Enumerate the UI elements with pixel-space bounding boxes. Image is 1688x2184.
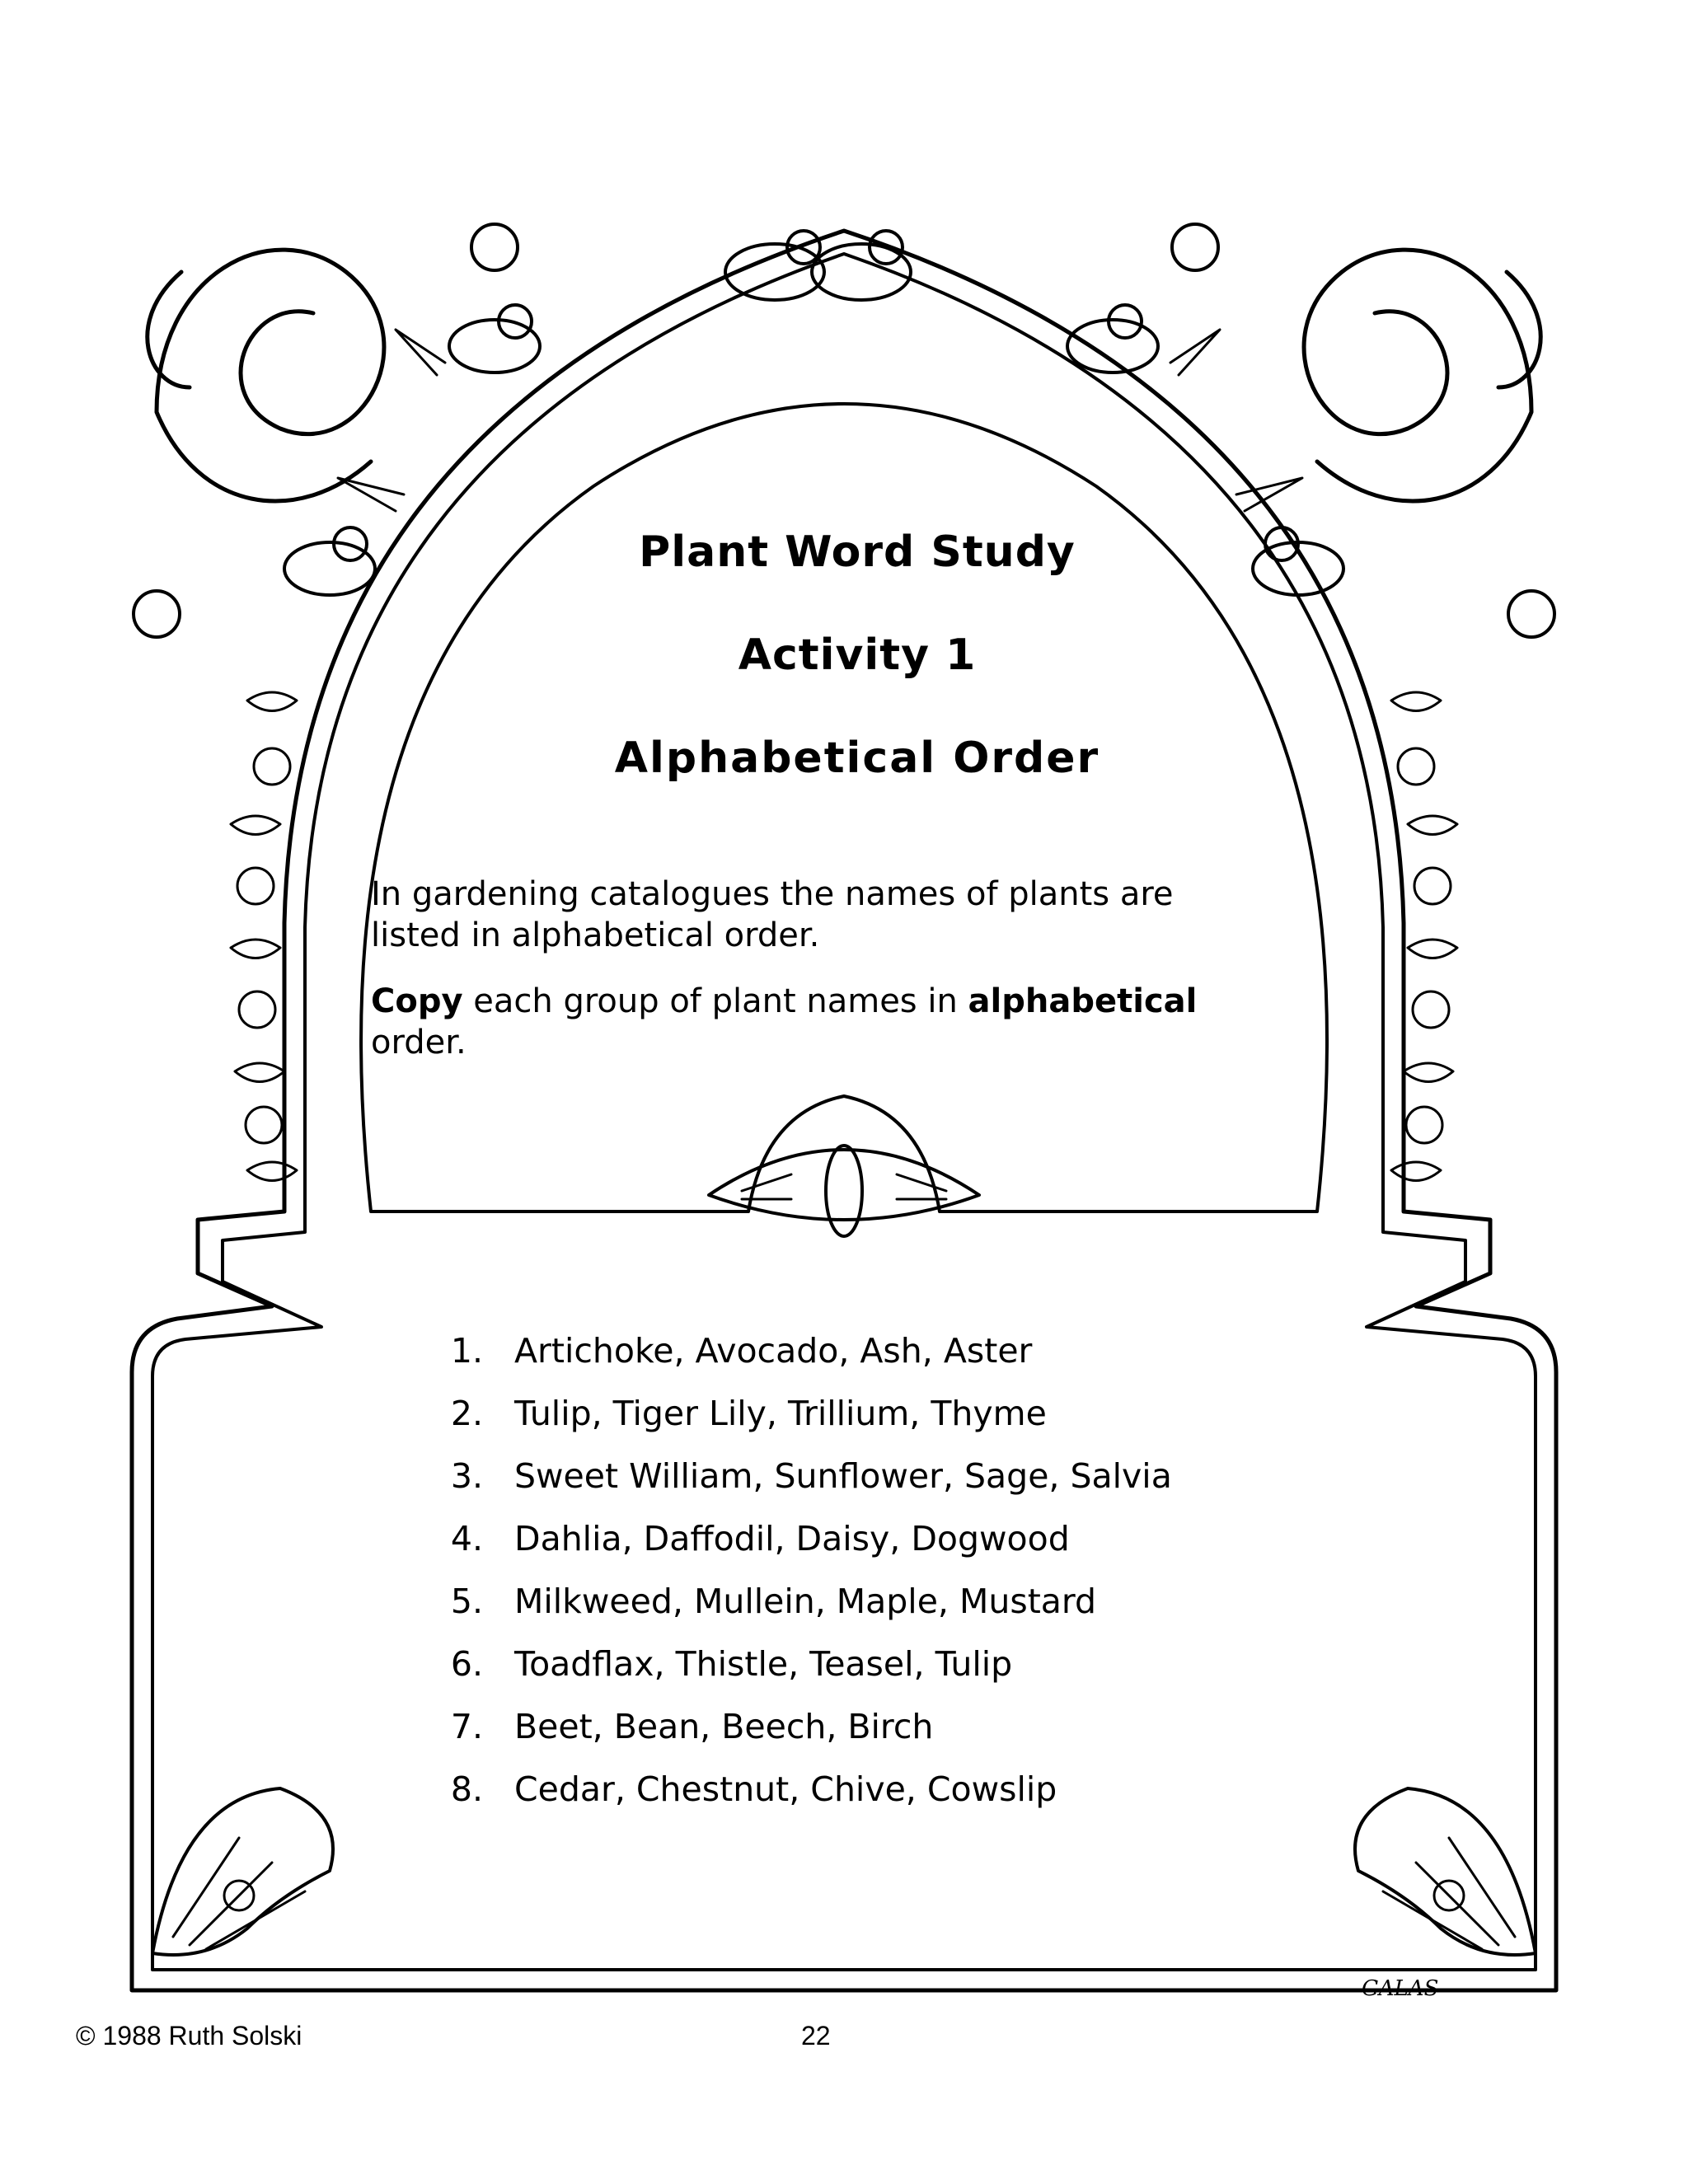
plant-list xyxy=(429,1331,1335,1832)
item-text: Sweet William, Sunflower, Sage, Salvia xyxy=(514,1456,1172,1496)
page-number: 22 xyxy=(801,2021,831,2050)
item-text: Toadflax, Thistle, Teasel, Tulip xyxy=(514,1644,1013,1684)
item-text: Tulip, Tiger Lily, Trillium, Thyme xyxy=(514,1394,1047,1433)
list-item xyxy=(429,1582,1335,1644)
list-item xyxy=(429,1769,1335,1832)
list-item xyxy=(429,1707,1335,1769)
artist-signature: GALAS xyxy=(1362,1976,1439,2001)
list-item xyxy=(429,1331,1335,1394)
item-text: Cedar, Chestnut, Chive, Cowslip xyxy=(514,1769,1057,1809)
page-title: Plant Word Study xyxy=(639,527,1076,577)
item-text: Beet, Bean, Beech, Birch xyxy=(514,1707,934,1746)
alphabetical-emphasis: alphabetical xyxy=(968,982,1198,1020)
item-text: Milkweed, Mullein, Maple, Mustard xyxy=(514,1582,1097,1621)
intro-paragraph: In gardening catalogues the names of plants are listed in alphabetical order. xyxy=(371,875,1174,954)
activity-heading: Activity 1 xyxy=(738,630,977,680)
item-number: 1. xyxy=(450,1331,483,1371)
list-item xyxy=(429,1644,1335,1707)
item-number: 4. xyxy=(450,1519,483,1558)
item-number: 3. xyxy=(450,1456,483,1496)
item-number: 2. xyxy=(450,1394,483,1433)
instruction-text-middle: each group of plant names in xyxy=(462,982,968,1020)
copy-emphasis: Copy xyxy=(371,982,463,1020)
topic-heading: Alphabetical Order xyxy=(614,733,1100,783)
instruction-text-end: order. xyxy=(371,1024,467,1062)
item-number: 6. xyxy=(450,1644,483,1684)
item-number: 7. xyxy=(450,1707,483,1746)
item-text: Dahlia, Daffodil, Daisy, Dogwood xyxy=(514,1519,1070,1558)
list-item xyxy=(429,1456,1335,1519)
item-number: 8. xyxy=(450,1769,483,1809)
copyright-notice: © 1988 Ruth Solski xyxy=(76,2021,302,2050)
list-item xyxy=(429,1394,1335,1456)
item-number: 5. xyxy=(450,1582,483,1621)
instruction-paragraph xyxy=(371,981,1261,1063)
item-text: Artichoke, Avocado, Ash, Aster xyxy=(514,1331,1033,1371)
list-item xyxy=(429,1519,1335,1582)
